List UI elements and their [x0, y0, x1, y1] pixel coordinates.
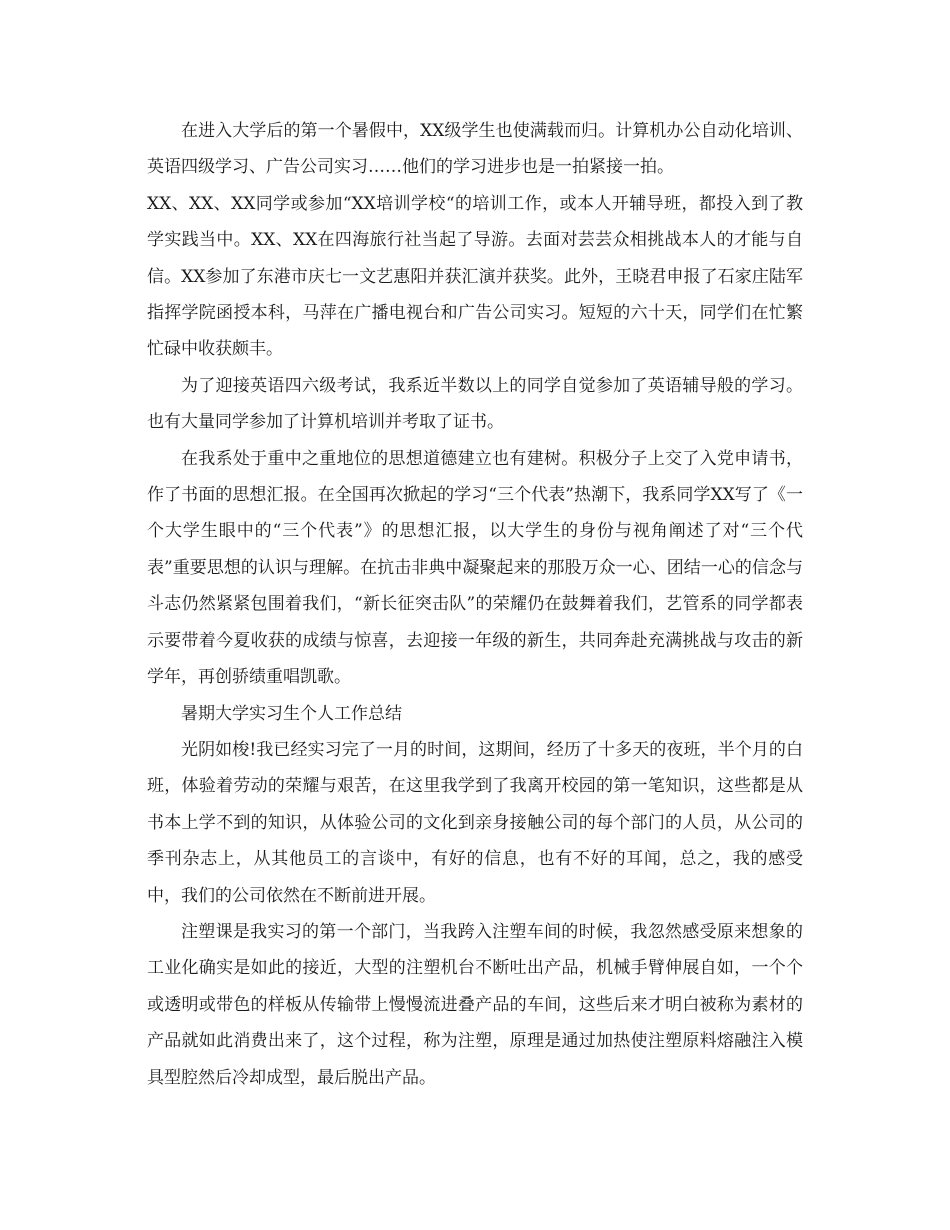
paragraph-student-practice: XX、XX、XX同学或参加“XX培训学校“的培训工作，或本人开辅导班，都投入到了教学实践当中。XX、XX在四海旅行社当起了导游。去面对芸芸众相挑战本人的才能与自信。XX参加了东港市庆七一文艺惠阳并获汇演并获奖。此外，王晓君申报了石家庄陆军指挥学院函授本科，马萍在广播电视台和广告公司实习。短短的六十天，同学们在忙繁忙碌中收获颇丰。 [147, 193, 803, 360]
document-body [147, 113, 803, 1096]
paragraph-english-exam: 为了迎接英语四六级考试，我系近半数以上的同学自觉参加了英语辅导般的学习。也有大量同学参加了计算机培训并考取了证书。 [147, 375, 803, 433]
paragraph-moral-education: 在我系处于重中之重地位的思想道德建立也有建树。积极分子上交了入党申请书，作了书面的思想汇报。在全国再次掀起的学习“三个代表”热潮下，我系同学XX写了《一个大学生眼中的“三个代表”》的思想汇报，以大学生的身份与视角阐述了对“三个代表”重要思想的认识与理解。在抗击非典中凝聚起来的那股万众一心、团结一心的信念与斗志仍然紧紧包围着我们，“新长征突击队”的荣耀仍在鼓舞着我们，艺管系的同学都表示要带着今夏收获的成绩与惊喜，去迎接一年级的新生，共同奔赴充满挑战与攻击的新学年，再创骄绩重唱凯歌。 [147, 448, 803, 688]
section-heading-internship-summary: 暑期大学实习生个人工作总结 [181, 703, 402, 724]
paragraph-summer-results: 在进入大学后的第一个暑假中，XX级学生也使满载而归。计算机办公自动化培训、英语四级学习、广告公司实习……他们的学习进步也是一拍紧接一拍。 [147, 121, 803, 178]
paragraph-injection-molding: 注塑课是我实习的第一个部门，当我跨入注塑车间的时候，我忽然感受原来想象的工业化确实是如此的接近，大型的注塑机台不断吐出产品，机械手臂伸展自如，一个个或透明或带色的样板从传输带上慢慢流进叠产品的车间，这些后来才明白被称为素材的产品就如此消费出来了，这个过程，称为注塑，原理是通过加热使注塑原料熔融注入模具型腔然后冷却成型，最后脱出产品。 [147, 921, 803, 1088]
paragraph-internship-month: 光阴如梭!我已经实习完了一月的时间，这期间，经历了十多天的夜班，半个月的白班，体验着劳动的荣耀与艰苦，在这里我学到了我离开校园的第一笔知识，这些都是从书本上学不到的知识，从体验公司的文化到亲身接触公司的每个部门的人员，从公司的季刊杂志上，从其他员工的言谈中，有好的信息，也有不好的耳闻，总之，我的感受中，我们的公司依然在不断前进开展。 [147, 739, 803, 906]
